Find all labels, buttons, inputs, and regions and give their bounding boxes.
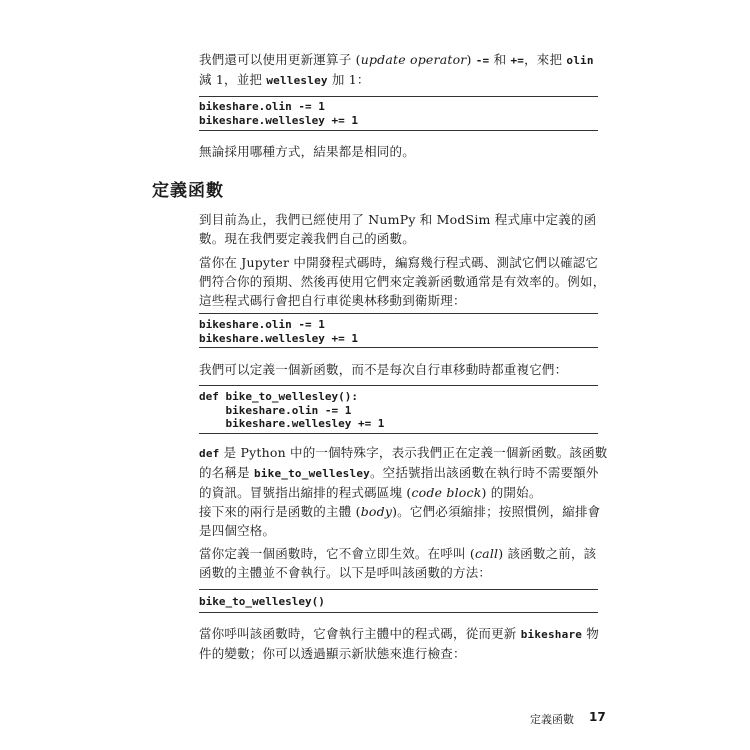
term-code-block: 程式碼區塊 xyxy=(338,485,403,500)
page-number: 17 xyxy=(589,710,606,724)
running-footer-title: 定義函數 xyxy=(530,713,574,726)
paragraph-def-keyword: def 是 Python 中的一個特殊字，表示我們正在定義一個新函數。該函數的名稱是 bike_to_wellesley。空括號指出該函數在執行時不需要額外的資訊。冒號指出縮排的程式碼區塊 (code block) 的開始。 xyxy=(199,445,608,500)
section-heading: 定義函數 xyxy=(152,181,224,201)
code-rule-bottom xyxy=(199,347,598,348)
code-rule-top xyxy=(199,385,598,386)
paragraph-call: 當你定義一個函數時，它不會立即生效。在呼叫 (call) 該函數之前，該函數的主體並不會執行。以下是呼叫該函數的方法： xyxy=(199,546,597,580)
inline-code: wellesley xyxy=(266,74,328,87)
term-body: 主體 xyxy=(326,504,352,519)
inline-code: def xyxy=(199,447,220,460)
inline-code: -= xyxy=(475,54,490,67)
term-update-operator: 更新運算子 xyxy=(287,52,352,67)
inline-code: bike_to_wellesley xyxy=(253,467,370,480)
code-block-1: bikeshare.olin -= 1 bikeshare.wellesley += 1 xyxy=(199,100,358,127)
paragraph-update-operator: 我們還可以使用更新運算子 (update operator) -= 和 +=，來把 olin 減 1，並把 wellesley 加 1： xyxy=(199,52,594,87)
paragraph-jupyter: 當你在 Jupyter 中開發程式碼時，編寫幾行程式碼、測試它們以確認它們符合你的預期、然後再使用它們來定義新函數通常是有效率的。例如，這些程式碼行會把自行車從奧林移動到衛斯理： xyxy=(199,255,606,308)
code-block-4: bike_to_wellesley() xyxy=(199,595,325,608)
code-rule-bottom xyxy=(199,612,598,613)
code-rule-bottom xyxy=(199,130,598,131)
paragraph-intro: 到目前為止，我們已經使用了 NumPy 和 ModSim 程式庫中定義的函數。現在我們要定義我們自己的函數。 xyxy=(199,212,597,246)
inline-code: += xyxy=(510,54,525,67)
paragraph-same-result: 無論採用哪種方式，結果都是相同的。 xyxy=(199,144,415,159)
code-rule-top xyxy=(199,96,598,97)
inline-code: bikeshare xyxy=(520,628,583,641)
inline-code: olin xyxy=(566,54,594,67)
code-block-3: def bike_to_wellesley(): bikeshare.olin -= 1 bikeshare.wellesley += 1 xyxy=(199,390,385,430)
term-call: 呼叫 xyxy=(440,546,466,561)
code-block-2: bikeshare.olin -= 1 bikeshare.wellesley += 1 xyxy=(199,318,358,345)
code-rule-top xyxy=(199,589,598,590)
paragraph-define-function: 我們可以定義一個新函數，而不是每次自行車移動時都重複它們： xyxy=(199,362,568,377)
code-rule-bottom xyxy=(199,433,598,434)
paragraph-check-state: 當你呼叫該函數時，它會執行主體中的程式碼，從而更新 bikeshare 物件的變數；你可以透過顯示新狀態來進行檢查： xyxy=(199,626,599,661)
code-rule-top xyxy=(199,313,598,314)
paragraph-body: 接下來的兩行是函數的主體 (body)。它們必須縮排；按照慣例，縮排會是四個空格。 xyxy=(199,504,601,538)
